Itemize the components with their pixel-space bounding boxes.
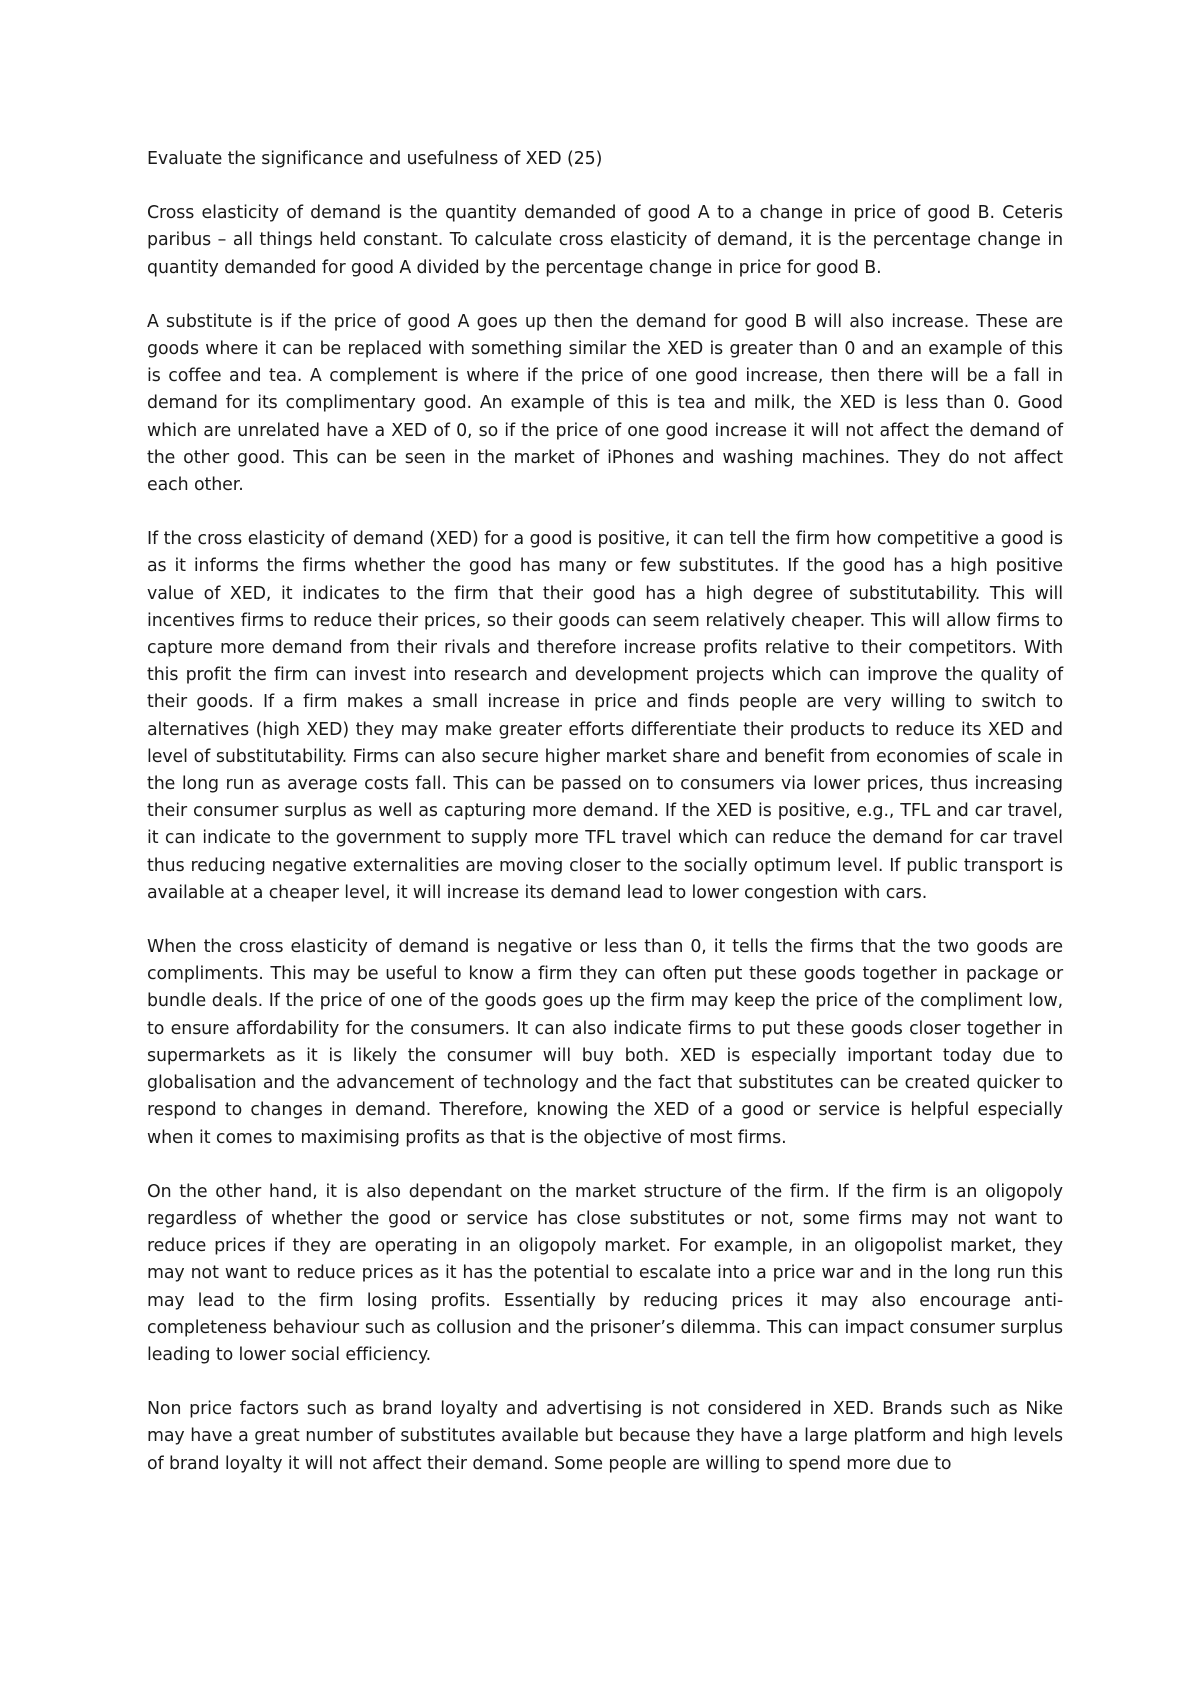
paragraph-market-structure: On the other hand, it is also dependant on the market structure of the firm. If the firm is an oligopoly regardless of whether the good or service has close substitutes or not, some firms may not want to reduce prices if they are operating in an oligopoly market. For example, in an oligopolist market, they may not want to reduce prices as it has the potential to escalate into a price war and in the long run this may lead to the firm losing profits. Essentially by reducing prices it may also encourage anti-completeness behaviour such as collusion and the prisoner’s dilemma. This can impact consumer surplus leading to lower social efficiency.	[147, 1181, 1063, 1365]
paragraph-substitutes-complements: A substitute is if the price of good A goes up then the demand for good B will also increase. These are goods where it can be replaced with something similar the XED is greater than 0 and an example of this is coffee and tea. A complement is where if the price of one good increase, then there will be a fall in demand for its complimentary good. An example of this is tea and milk, the XED is less than 0. Good which are unrelated have a XED of 0, so if the price of one good increase it will not affect the demand of the other good. This can be seen in the market of iPhones and washing machines. They do not affect each other.	[147, 311, 1063, 496]
paragraph-definition: Cross elasticity of demand is the quantity demanded of good A to a change in price of good B. Ceteris paribus – all things held constant. To calculate cross elasticity of demand, it is the percentage change in quantity demanded for good A divided by the percentage change in price for good B.	[147, 203, 1063, 278]
essay-title: Evaluate the significance and usefulness of XED (25)	[147, 149, 603, 169]
paragraph-positive-xed: If the cross elasticity of demand (XED) for a good is positive, it can tell the firm how competitive a good is as it informs the firms whether the good has many or few substitutes. If the good has a high positive value of XED, it indicates to the firm that their good has a high degree of substitutability. This will incentives firms to reduce their prices, so their goods can seem relatively cheaper. This will allow firms to capture more demand from their rivals and therefore increase profits relative to their competitors. With this profit the firm can invest into research and development projects which can improve the quality of their goods. If a firm makes a small increase in price and finds people are very willing to switch to alternatives (high XED) they may make greater efforts differentiate their products to reduce its XED and level of substitutability. Firms can also secure higher market share and benefit from economies of scale in the long run as average costs fall. This can be passed on to consumers via lower prices, thus increasing their consumer surplus as well as capturing more demand. If the XED is positive, e.g., TFL and car travel, it can indicate to the government to supply more TFL travel which can reduce the demand for car travel thus reducing negative externalities are moving closer to the socially optimum level. If public transport is available at a cheaper level, it will increase its demand lead to lower congestion with cars.	[147, 529, 1063, 903]
document-body	[147, 146, 1063, 1478]
paragraph-negative-xed: When the cross elasticity of demand is negative or less than 0, it tells the firms that the two goods are compliments. This may be useful to know a firm they can often put these goods together in package or bundle deals. If the price of one of the goods goes up the firm may keep the price of the compliment low, to ensure affordability for the consumers. It can also indicate firms to put these goods closer together in supermarkets as it is likely the consumer will buy both. XED is especially important today due to globalisation and the advancement of technology and the fact that substitutes can be created quicker to respond to changes in demand. Therefore, knowing the XED of a good or service is helpful especially when it comes to maximising profits as that is the objective of most firms.	[147, 937, 1063, 1148]
paragraph-non-price-factors: Non price factors such as brand loyalty and advertising is not considered in XED. Brands such as Nike may have a great number of substitutes available but because they have a large platform and high levels of brand loyalty it will not affect their demand. Some people are willing to spend more due to	[147, 1399, 1063, 1474]
